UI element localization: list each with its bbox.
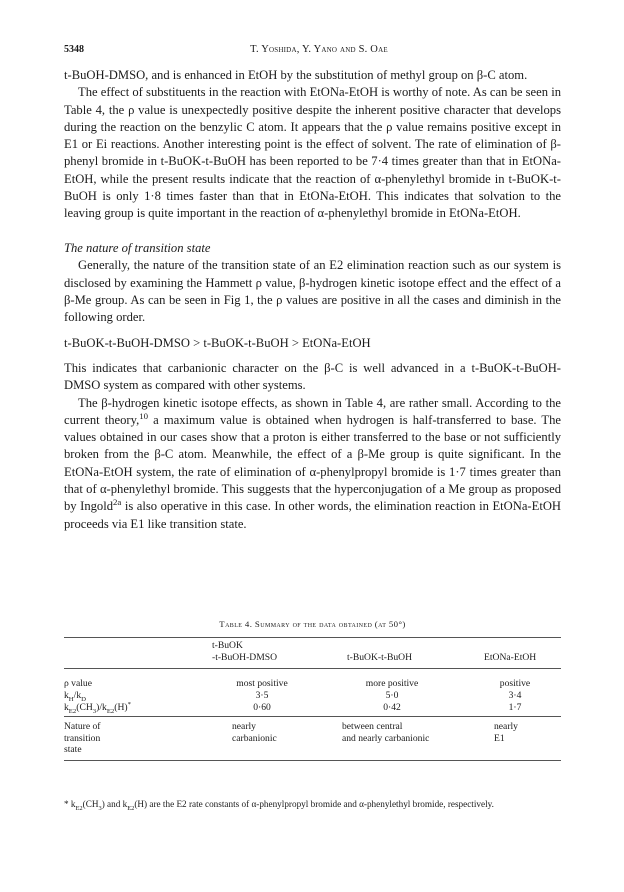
reference-marker: 10 — [139, 410, 149, 421]
author-line: T. Yoshida, Y. Yano and S. Oae — [250, 44, 388, 55]
fn-t1: (CH — [82, 799, 99, 809]
table-top-rule — [64, 637, 561, 638]
cell-nature-2b: and nearly carbanionic — [342, 732, 430, 744]
fn-s2: 3 — [98, 804, 102, 812]
col-header-1-line2: -t-BuOH-DMSO — [212, 652, 278, 663]
table-title: Table 4. Summary of the data obtained (at 50°) — [219, 619, 406, 629]
ke2-sub-a: E2 — [68, 707, 77, 715]
paragraph-continuation: t-BuOH-DMSO, and is enhanced in EtOH by the substitution of methyl group on β-C atom. — [64, 68, 528, 82]
ke2-c: )/k — [96, 702, 107, 713]
row-label-ke2 — [64, 702, 131, 713]
col-header-1-line1: t-BuOK — [212, 640, 243, 651]
footnote-marker: * — [127, 700, 131, 708]
section-heading: The nature of transition state — [64, 241, 211, 256]
paragraph-hammett: Generally, the nature of the transition state of an E2 elimination reaction such as our system is disclosed by examining the Hammett ρ value, β-hydrogen kinetic isotope effect and the effect of a β-Me group. As can be seen in Fig 1, the ρ values are positive in all the cases and diminish in the following order. — [64, 258, 561, 325]
cell-kh-3: 3·4 — [508, 690, 522, 701]
row-label-nature-3: state — [64, 744, 82, 755]
cell-rho-2: more positive — [365, 678, 419, 689]
cell-ke2-2: 0·42 — [383, 702, 401, 713]
fn-t2: ) and k — [101, 799, 128, 809]
cell-nature-1a: nearly — [232, 721, 256, 732]
ke2-sub-c: E2 — [106, 707, 115, 715]
kh-k: k — [64, 690, 69, 701]
paragraph-isotope-effect — [64, 395, 561, 533]
body-text — [64, 67, 561, 533]
p4-text-a: The β-hydrogen kinetic isotope effects, as shown in Table 4, are rather small. According to the current theory, — [64, 395, 561, 427]
running-header — [64, 44, 574, 60]
row-label-rho: ρ value — [64, 678, 92, 689]
fn-s3: E2 — [127, 804, 135, 812]
col-header-3: EtONa-EtOH — [484, 652, 537, 663]
ke2-a: k — [64, 702, 69, 713]
cell-kh-1: 3·5 — [255, 690, 269, 701]
row-label-nature-2: transition — [64, 732, 101, 744]
table-header-rule — [64, 668, 561, 669]
cell-kh-2: 5·0 — [385, 690, 399, 701]
footnote-star: * — [64, 799, 69, 809]
row-label-kh-kd — [64, 690, 86, 701]
col-header-2: t-BuOK-t-BuOH — [347, 652, 413, 663]
kh-sub-d: D — [81, 695, 86, 703]
cell-rho-3: positive — [499, 678, 531, 689]
table-bottom-rule — [64, 760, 561, 761]
order-expression: t-BuOK-t-BuOH-DMSO > t-BuOK-t-BuOH > EtONa-EtOH — [64, 335, 371, 350]
fn-k1: k — [70, 799, 76, 809]
cell-nature-3b: E1 — [494, 732, 505, 744]
table-mid-rule — [64, 716, 561, 717]
cell-rho-1: most positive — [236, 678, 288, 689]
cell-nature-2a: between central — [342, 721, 403, 732]
paragraph-carbanionic: This indicates that carbanionic character on the β-C is well advanced in a t-BuOK-t-BuOH-DMSO system as compared with other systems. — [64, 360, 561, 393]
p4-text-c: is also operative in this case. In other words, the elimination reaction in EtONa-EtOH proceeds via E1 like transition state. — [64, 499, 562, 531]
kh-sub-h: H — [68, 695, 74, 703]
paragraph-substituent-effect: The effect of substituents in the reaction with EtONa-EtOH is worthy of note. As can be seen in Table 4, the ρ value is unexpectedly positive despite the inherent positive character that develops during the reaction on the benzylic C atom. It appears that the ρ value remains positive except in E1 or Ei reactions. Another interesting point is the effect of solvent. The rate of elimination of β-phenyl bromide in t-BuOK-t-BuOH has been reported to be 7·4 times greater than that in EtONa-EtOH, while the present results indicate that the reaction of α-phenylethyl bromide in t-BuOK-t-BuOH is only 1·8 times faster than that in EtONa-EtOH. This indicates that solvation to the leaving group is quite important in the reaction of α-phenylethyl bromide in EtONa-EtOH. — [64, 85, 561, 221]
section-spacer — [64, 223, 561, 241]
p4-text-b: a maximum value is obtained when hydrogen is half-transferred to base. The values obtained in our cases show that a proton is either transferred to the base or not sufficiently broken from the β-C atom. Meanwhile, the effect of a β-Me group is quite significant. In the EtONa-EtOH system, the rate of elimination of α-phenylpropyl bromide is 1·7 times greater than that of α-phenylethyl bromide. This suggests that the hyperconjugation of a Me group as proposed by Ingold — [64, 412, 561, 514]
kh-slash: /k — [73, 690, 82, 701]
ke2-d: (H) — [114, 702, 128, 713]
cell-nature-3a: nearly — [494, 721, 518, 732]
cell-ke2-3: 1·7 — [508, 702, 522, 713]
ke2-sub-b: 3 — [92, 707, 97, 715]
ke2-b: (CH — [76, 702, 93, 713]
table-footnote — [64, 798, 561, 811]
cell-nature-1b: carbanionic — [232, 732, 277, 744]
fn-rest: (H) are the E2 rate constants of α-phenylpropyl bromide and α-phenylethyl bromide, respectively. — [134, 799, 494, 809]
fn-s1: E2 — [75, 804, 83, 812]
cell-ke2-1: 0·60 — [253, 702, 271, 713]
page-number: 5348 — [64, 44, 84, 55]
row-label-nature-1: Nature of — [64, 721, 101, 732]
reference-marker: 2a — [113, 497, 122, 508]
